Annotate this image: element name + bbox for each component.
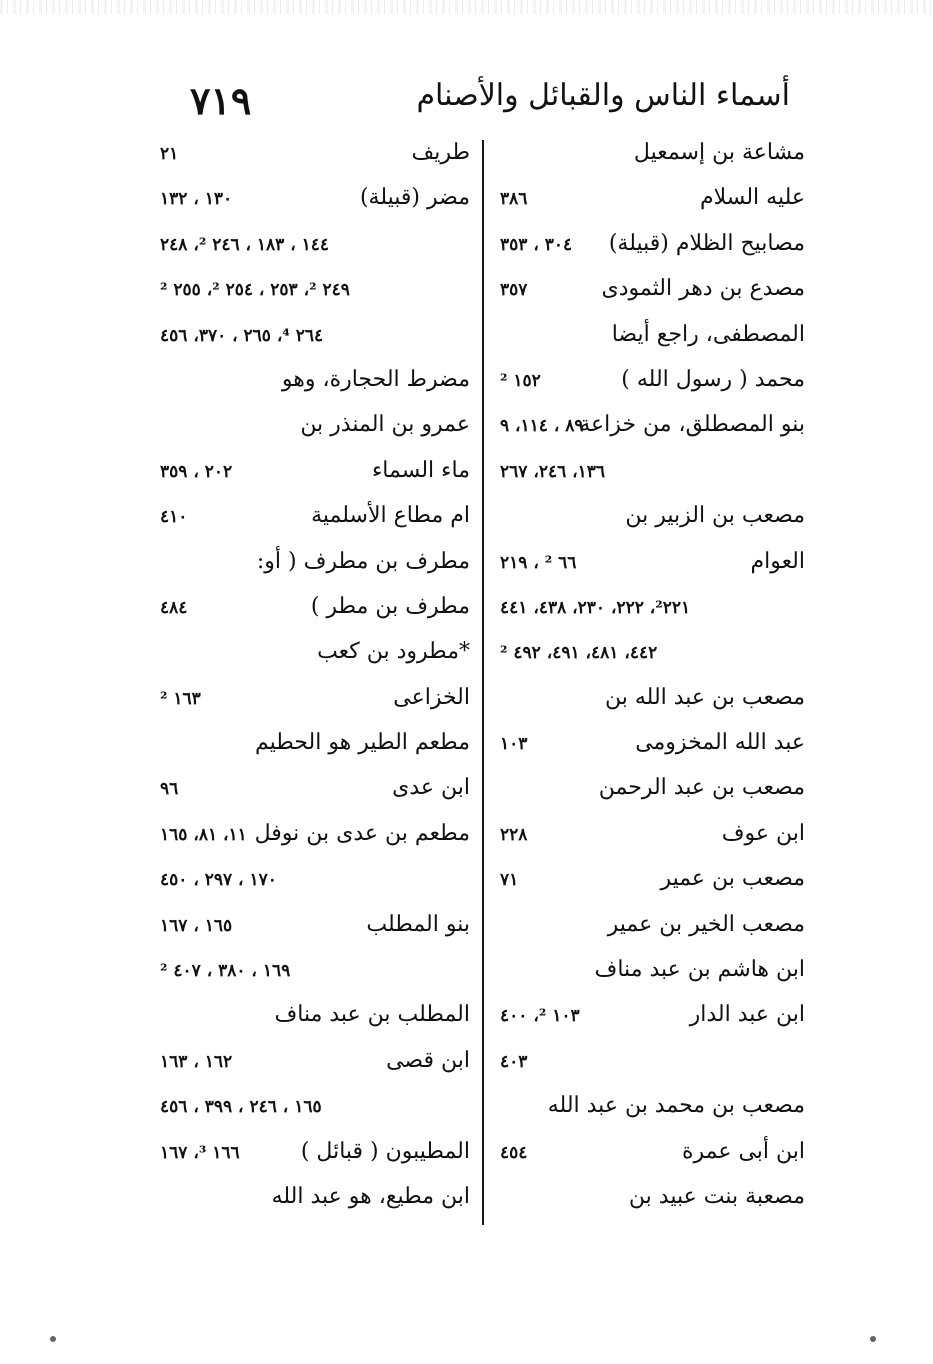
entry-term: ابن عبد الدار bbox=[689, 1002, 805, 1028]
entry-term: مصعب بن الزبير بن bbox=[625, 503, 805, 529]
entry-term: محمد ( رسول الله ) bbox=[621, 366, 805, 392]
entry-page-refs: ١٥٢ ² bbox=[500, 370, 541, 391]
index-column-right bbox=[500, 134, 805, 1223]
entry-term: مشاعة بن إسمعيل bbox=[633, 140, 805, 165]
entry-page-refs: ٧١ bbox=[500, 870, 519, 891]
index-entry bbox=[160, 906, 470, 951]
entry-page-refs: ٩٦ bbox=[160, 779, 179, 800]
index-entry bbox=[500, 1133, 805, 1178]
column-divider bbox=[482, 140, 484, 1225]
index-entry bbox=[160, 815, 470, 860]
entry-page-refs: ١٦٥ ، ١٦٧ bbox=[160, 915, 233, 936]
index-entry bbox=[500, 996, 805, 1041]
index-entry bbox=[500, 633, 805, 678]
entry-page-refs: ٣٥٧ bbox=[500, 280, 528, 301]
index-entry bbox=[160, 679, 470, 724]
index-entry bbox=[500, 769, 805, 814]
entry-page-refs: ٤٥٤ bbox=[500, 1142, 528, 1163]
entry-page-refs: ٢٤٩ ²، ٢٥٣ ، ٢٥٤ ²، ٢٥٥ ² bbox=[160, 280, 350, 301]
entry-term: ام مطاع الأسلمية bbox=[311, 503, 470, 529]
entry-term: طريف bbox=[411, 140, 470, 165]
entry-page-refs: ٢١ bbox=[160, 144, 179, 164]
scan-speck bbox=[870, 1336, 876, 1342]
index-entry bbox=[500, 134, 805, 179]
entry-term: مصعب بن عمير bbox=[660, 866, 805, 892]
entry-page-refs: ٦٦ ² ، ٢١٩ bbox=[500, 552, 577, 573]
index-entry bbox=[500, 316, 805, 361]
entry-page-refs: ٣٠٤ ، ٣٥٣ bbox=[500, 234, 573, 255]
entry-page-refs: ١٦٥ ، ٢٤٦ ، ٣٩٩ ، ٤٥٦ bbox=[160, 1097, 322, 1118]
entry-term: مصعب بن عبد الله بن bbox=[605, 684, 805, 710]
index-entry bbox=[500, 588, 805, 633]
entry-term: مطعم الطير هو الحطيم bbox=[254, 730, 470, 756]
index-entry bbox=[160, 543, 470, 588]
index-entry bbox=[160, 996, 470, 1041]
entry-term: العوام bbox=[750, 548, 805, 574]
index-entry bbox=[500, 724, 805, 769]
entry-term: ابن عدى bbox=[392, 775, 470, 801]
entry-page-refs: ٤٠٣ bbox=[500, 1051, 528, 1072]
index-entry bbox=[500, 543, 805, 588]
index-entry bbox=[160, 361, 470, 406]
index-entry bbox=[500, 361, 805, 406]
index-entry bbox=[500, 270, 805, 315]
entry-page-refs: ١٠٣ bbox=[500, 734, 528, 755]
entry-page-refs: ٢٦٤ ⁴، ٢٦٥ ، ٣٧٠، ٤٥٦ bbox=[160, 325, 324, 346]
entry-term: عليه السلام bbox=[699, 185, 805, 211]
entry-term: مضر (قبيلة) bbox=[359, 185, 470, 211]
index-entry bbox=[160, 270, 470, 315]
index-entry bbox=[160, 179, 470, 224]
entry-term: مصابيح الظلام (قبيلة) bbox=[608, 230, 805, 256]
entry-term: مصعبة بنت عبيد بن bbox=[628, 1183, 805, 1209]
index-entry bbox=[160, 588, 470, 633]
entry-page-refs: ١٣٦، ٢٤٦، ٢٦٧ bbox=[500, 461, 606, 482]
index-entry bbox=[160, 452, 470, 497]
entry-page-refs: ١٦٢ ، ١٦٣ bbox=[160, 1051, 233, 1072]
entry-term: المطلب بن عبد مناف bbox=[274, 1002, 470, 1028]
index-entry bbox=[500, 815, 805, 860]
index-entry bbox=[500, 1178, 805, 1223]
entry-page-refs: ١٦٩ ، ٣٨٠ ، ٤٠٧ ² bbox=[160, 961, 291, 982]
entry-page-refs: ٨٩ ، ١١٤، ٩ bbox=[500, 416, 584, 437]
entry-page-refs: ١٠٣ ²، ٤٠٠ bbox=[500, 1006, 580, 1027]
index-entry bbox=[500, 497, 805, 542]
entry-term: المصطفى، راجع أيضا bbox=[611, 321, 805, 347]
entry-page-refs: ٢٢٨ bbox=[500, 824, 528, 845]
scan-speck bbox=[50, 1336, 56, 1342]
entry-term: مصعب بن عبد الرحمن bbox=[598, 775, 805, 801]
index-entry bbox=[160, 1178, 470, 1223]
index-entry bbox=[160, 406, 470, 451]
entry-term: بنو المصطلق، من خزاعة bbox=[579, 412, 805, 438]
entry-term: ابن عوف bbox=[721, 820, 805, 846]
entry-term: بنو المطلب bbox=[366, 911, 470, 937]
entry-term: ابن هاشم بن عبد مناف bbox=[594, 957, 805, 983]
entry-page-refs: ١٧٠ ، ٢٩٧ ، ٤٥٠ bbox=[160, 870, 277, 891]
index-entry bbox=[500, 406, 805, 451]
index-column-left bbox=[160, 134, 470, 1223]
entry-page-refs: ٣٨٦ bbox=[500, 189, 528, 210]
entry-term: مصدع بن دهر الثمودى bbox=[601, 276, 805, 302]
entry-page-refs: ٤٤٢، ٤٨١، ٤٩١، ٤٩٢ ² bbox=[500, 643, 658, 664]
index-entry bbox=[160, 951, 470, 996]
index-entry bbox=[500, 951, 805, 996]
index-entry bbox=[160, 1133, 470, 1178]
index-entry bbox=[500, 679, 805, 724]
index-entry bbox=[500, 225, 805, 270]
index-entry bbox=[160, 497, 470, 542]
entry-term: مطعم بن عدى بن نوفل bbox=[254, 820, 470, 846]
index-entry bbox=[500, 860, 805, 905]
entry-page-refs: ²٢٢١، ٢٢٢، ٢٣٠، ٤٣٨، ٤٤١ bbox=[500, 597, 691, 618]
entry-term: ابن قصى bbox=[386, 1047, 470, 1073]
entry-term: مضرط الحجارة، وهو bbox=[281, 366, 470, 392]
entry-term: مصعب الخير بن عمير bbox=[607, 911, 805, 937]
entry-term: مصعب بن محمد بن عبد الله bbox=[547, 1093, 805, 1119]
entry-page-refs: ١٦٣ ² bbox=[160, 688, 201, 709]
entry-term: عبد الله المخزومى bbox=[635, 730, 805, 756]
index-entry bbox=[500, 179, 805, 224]
scan-noise-top bbox=[0, 0, 933, 14]
index-entry bbox=[500, 1087, 805, 1132]
entry-page-refs: ٢٠٢ ، ٣٥٩ bbox=[160, 461, 233, 482]
page-header bbox=[190, 74, 790, 124]
page-number: ٧١٩ bbox=[190, 78, 252, 123]
entry-term: ابن مطيع، هو عبد الله bbox=[271, 1183, 470, 1209]
index-entry bbox=[160, 724, 470, 769]
entry-term: ماء السماء bbox=[371, 457, 470, 483]
entry-page-refs: ١٣٠ ، ١٣٢ bbox=[160, 189, 233, 210]
entry-term: عمرو بن المنذر بن bbox=[300, 412, 470, 438]
entry-page-refs: ١٦٦ ³، ١٦٧ bbox=[160, 1142, 240, 1163]
index-entry bbox=[500, 906, 805, 951]
entry-term: *مطرود بن كعب bbox=[317, 639, 470, 665]
entry-term: المطيبون ( قبائل ) bbox=[300, 1138, 470, 1164]
index-entry bbox=[160, 225, 470, 270]
entry-page-refs: ٤٨٤ bbox=[160, 597, 188, 618]
entry-term: مطرف بن مطرف ( أو: bbox=[256, 548, 470, 574]
index-entry bbox=[500, 1042, 805, 1087]
entry-page-refs: ١١، ٨١، ١٦٥ bbox=[160, 824, 247, 845]
index-entry bbox=[160, 1087, 470, 1132]
index-entry bbox=[160, 316, 470, 361]
index-entry bbox=[160, 769, 470, 814]
index-entry bbox=[160, 1042, 470, 1087]
index-entry bbox=[160, 860, 470, 905]
running-title: أسماء الناس والقبائل والأصنام bbox=[416, 78, 790, 113]
index-entry bbox=[500, 452, 805, 497]
entry-page-refs: ١٤٤ ، ١٨٣ ، ٢٤٦ ²، ٢٤٨ bbox=[160, 234, 330, 255]
entry-term: الخزاعى bbox=[393, 684, 470, 710]
entry-term: ابن أبى عمرة bbox=[681, 1138, 805, 1164]
entry-term: مطرف بن مطر ) bbox=[310, 593, 470, 619]
entry-page-refs: ٤١٠ bbox=[160, 507, 188, 528]
index-entry bbox=[160, 134, 470, 179]
index-entry bbox=[160, 633, 470, 678]
